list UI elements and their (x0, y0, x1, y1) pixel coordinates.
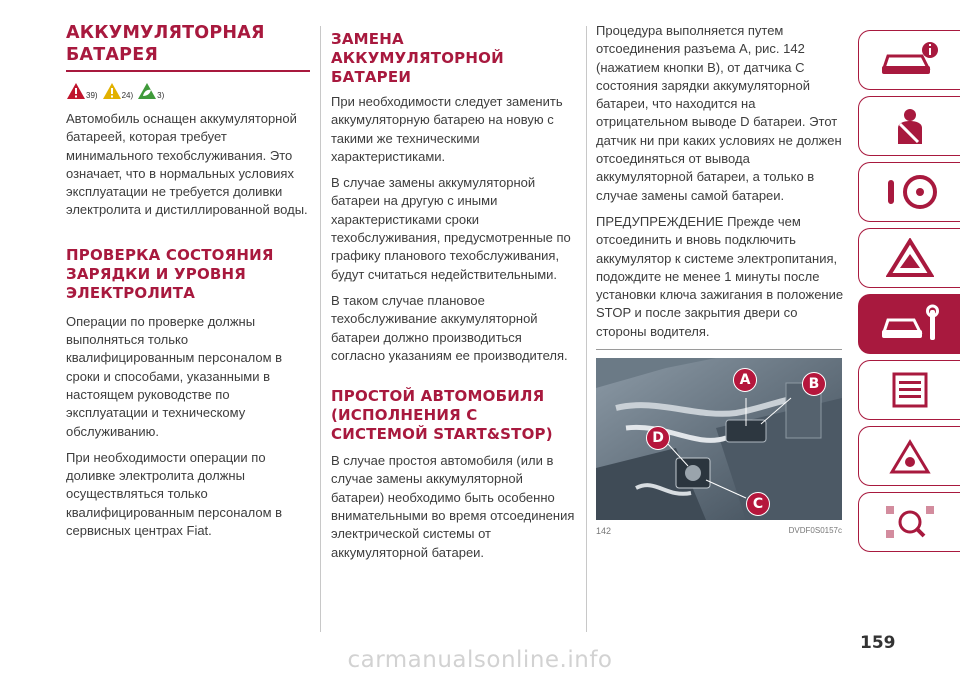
tab-emergency[interactable] (858, 228, 960, 288)
multimedia-icon (886, 436, 934, 476)
callout-d: D (646, 426, 670, 450)
chapter-tabs (858, 30, 960, 558)
column-divider (586, 26, 587, 632)
section-heading: ПРОСТОЙ АВТОМОБИЛЯ (ИСПОЛНЕНИЯ С СИСТЕМОЙ START&STOP) (331, 387, 553, 444)
tab-maintenance[interactable] (858, 294, 960, 354)
battery-connector-figure (596, 358, 842, 520)
warning-ref-text: 3) (157, 91, 165, 100)
paragraph: При необходимости операции по доливке электролита должны осуществляться только квалифицированным персоналом в сервисных центрах Fiat. (66, 449, 283, 539)
callout-b: B (802, 372, 826, 396)
tab-index[interactable] (858, 492, 960, 552)
paragraph: В случае замены аккумуляторной батареи на другую с иными характеристиками сроки техобслуживания, предусмотренные по графику планового техобслуживания, будут считаться недействительными. (331, 175, 571, 282)
page-number: 159 (860, 633, 896, 653)
paragraph: В случае простоя автомобиля (или в случае замены аккумуляторной батареи) необходимо быть особенно внимательными во время отсоединения электрической системы от аккумуляторной батареи. (331, 453, 575, 560)
warning-ref-text: 24) (121, 91, 134, 100)
warning-references (66, 78, 310, 100)
callout-a: A (733, 368, 757, 392)
paragraph: ПРЕДУПРЕЖДЕНИЕ Прежде чем отсоединить и вновь подключить аккумулятор к системе электропитания, подождите не менее 1 минуты после установки ключа зажигания в положение STOP и после закрытия двери со стороны водителя. (596, 213, 844, 339)
danger-warning-icon (66, 82, 86, 100)
figure-caption (596, 526, 842, 536)
title-underline (66, 70, 310, 72)
car-info-icon (878, 40, 942, 80)
warning-ref-caution[interactable] (102, 82, 134, 100)
tab-technical-data[interactable] (858, 360, 960, 420)
column-2 (331, 22, 575, 570)
figure-code: DVDF0S0157c (788, 526, 842, 536)
warning-triangle-emergency-icon (886, 238, 934, 278)
paragraph: В таком случае плановое техобслуживание аккумуляторной батареи должно производиться согласно указаниям ее производителя. (331, 292, 568, 363)
environment-warning-icon (137, 82, 157, 100)
paragraph: При необходимости следует заменить аккумуляторную батарею на новую с такими же техническими характеристиками. (331, 94, 563, 164)
warning-ref-danger[interactable] (66, 82, 98, 100)
column-divider (320, 26, 321, 632)
paragraph: Операции по проверке должны выполняться только квалифицированным персоналом в сроки и способами, указанными в настоящем руководстве по эксплуатации и техническому обслуживанию. (66, 313, 283, 439)
tab-multimedia[interactable] (858, 426, 960, 486)
figure-top-rule (596, 349, 842, 350)
steering-ignition-icon (878, 172, 942, 212)
car-service-wrench-icon (878, 304, 942, 344)
callout-c: C (746, 492, 770, 516)
column-1 (66, 22, 310, 548)
caution-warning-icon (102, 82, 122, 100)
column-3 (596, 22, 846, 536)
paragraph: Процедура выполняется путем отсоединения разъема A, рис. 142 (нажатием кнопки B), от датчика C состояния зарядки аккумуляторной батареи, что находится на отрицательном выводе D батареи. Этот датчик ни при каких условиях не должен отсоединяться от вывода аккумуляторной батареи, а только в случае замены самой батареи. (596, 23, 842, 203)
tab-starting-driving[interactable] (858, 162, 960, 222)
technical-data-list-icon (886, 370, 934, 410)
section-heading: ЗАМЕНА АККУМУЛЯТОРНОЙ БАТАРЕИ (331, 30, 504, 86)
seatbelt-safety-icon (886, 106, 934, 146)
figure-number: 142 (596, 526, 612, 537)
tab-car-info[interactable] (858, 30, 960, 90)
warning-ref-text: 39) (86, 91, 98, 100)
page-title: АККУМУЛЯТОРНАЯ БАТАРЕЯ (66, 23, 265, 65)
index-alphabet-icon (878, 500, 942, 544)
warning-ref-environment[interactable] (137, 82, 164, 100)
section-heading: ПРОВЕРКА СОСТОЯНИЯ ЗАРЯДКИ И УРОВНЯ ЭЛЕКТРОЛИТА (66, 245, 274, 302)
paragraph: Автомобиль оснащен аккумуляторной батареей, которая требует минимального техобслуживания. Это означает, что в нормальных условиях эксплуатации не требуется доливки электролита и дистиллированной воды. (66, 111, 308, 218)
tab-safety[interactable] (858, 96, 960, 156)
watermark: carmanualsonline.info (347, 647, 613, 673)
